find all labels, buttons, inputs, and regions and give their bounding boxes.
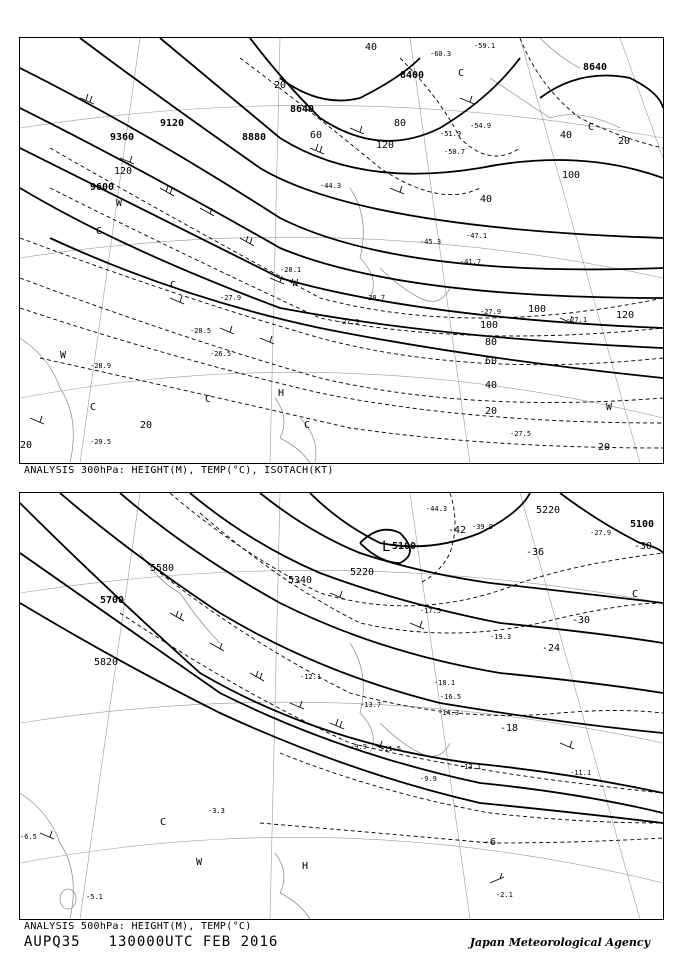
temp-label: -41.7 [460,258,482,266]
cold-marker: C [90,402,97,413]
chart-code: AUPQ35 [24,934,81,950]
isotach-label: 20 [20,440,33,451]
temp-label: -16.5 [440,693,462,701]
temp-label: -44.3 [320,182,342,190]
isotach-label: 20 [274,80,287,91]
height-label: 5220 [536,505,561,516]
temp-label: -6.5 [20,833,37,841]
isotherm-label: -30 [634,541,653,552]
cold-marker: C [205,394,212,405]
temp-label: -47.1 [466,232,488,240]
graticule-300 [20,38,663,463]
temp-label: -13.1 [460,763,482,771]
isotach-labels-300 [20,42,634,453]
chart-id-line [24,934,306,950]
cold-marker: C [458,68,465,79]
cold-marker: C [304,420,311,431]
isotach-label: 100 [528,304,547,315]
warm-marker: W [60,350,67,361]
isotach-label: 40 [560,130,573,141]
isotach-label: 120 [616,310,635,321]
temp-label: -19.3 [490,633,512,641]
temp-label: -17.5 [420,607,442,615]
isotach-label: 100 [480,320,499,331]
isotherm-label: -6 [484,837,497,848]
temp-label: -28.9 [90,362,112,370]
isotherm-label: -18 [500,723,519,734]
agency-name: Japan Meteorological Agency [469,936,650,949]
temp-label: -5.1 [86,893,103,901]
coastline-500 [20,553,450,919]
height-label: 5220 [350,567,375,578]
markers-300 [60,68,613,431]
high-marker: H [302,861,309,872]
isotach-label: 20 [140,420,153,431]
temp-label: -9.9 [350,743,367,751]
cold-marker: C [96,226,103,237]
isotach-label: 120 [376,140,395,151]
isotherm-label: -24 [542,643,561,654]
temp-label: -51.9 [440,130,462,138]
height-label: 8640 [583,62,608,73]
height-label: 5340 [288,575,313,586]
temp-label: -13.7 [360,701,382,709]
temp-labels-500 [20,505,611,901]
cold-marker: C [632,589,639,600]
temp-label: -27.9 [590,529,612,537]
isotach-label: 40 [365,42,378,53]
height-label: 8640 [290,104,315,115]
isotach-label: 120 [114,166,133,177]
isotach-label: 60 [310,130,323,141]
isotach-label: 20 [485,406,498,417]
temp-label: -27.3 [338,318,360,326]
isotach-label: 80 [394,118,407,129]
height-label: 9360 [110,132,135,143]
caption-300hpa: ANALYSIS 300hPa: HEIGHT(M), TEMP(°C), ISOTACH(KT) [24,465,334,476]
height-label: 8880 [242,132,267,143]
low-marker: L [382,539,391,555]
isotach-label: 40 [480,194,493,205]
warm-marker: W [606,402,613,413]
isotherm-label: -42 [448,525,467,536]
high-marker: H [278,388,285,399]
temp-label: -14.3 [438,709,460,717]
temp-label: -18.1 [434,679,456,687]
temp-label: -12.1 [300,673,322,681]
temp-label: -39.9 [472,523,494,531]
isotach-label: 100 [562,170,581,181]
temp-label: -54.9 [470,122,492,130]
temp-label: -9.9 [420,775,437,783]
height-label: 5700 [100,595,125,606]
temp-label: -26.5 [210,350,232,358]
height-label: 9120 [160,118,185,129]
isotach-label: 20 [598,442,611,453]
temp-label: -44.3 [426,505,448,513]
height-label: 9600 [90,182,115,193]
temp-label: -27.5 [510,430,532,438]
map-500hpa-svg [20,493,663,919]
isotach-label: 20 [618,136,631,147]
cold-marker: C [170,280,177,291]
temp-label: -60.3 [430,50,452,58]
isotach-label: 60 [485,356,498,367]
height-label: 5820 [94,657,119,668]
isotach-label: 80 [485,337,498,348]
isotach-label: 40 [485,380,498,391]
temp-label: -45.3 [420,238,442,246]
isotherm-label: -36 [526,547,545,558]
temp-label: -3.3 [208,807,225,815]
height-label: 5580 [150,563,175,574]
graticule-500 [20,493,663,919]
map-panel-500hpa [19,492,664,920]
temp-label: -27.1 [566,316,588,324]
isotachs-300 [20,38,663,448]
temp-label: -27.9 [220,294,242,302]
warm-marker: W [196,857,203,868]
map-300hpa-svg [20,38,663,463]
temp-label: -11.5 [380,745,402,753]
temp-label: -28.7 [364,294,386,302]
temp-label: -27.9 [480,308,502,316]
map-panel-300hpa [19,37,664,464]
height-label: 5100 [392,541,417,552]
temp-label: -28.1 [280,266,302,274]
temp-label: -59.1 [474,42,496,50]
height-labels-300 [90,62,607,193]
warm-marker: W [116,198,123,209]
wind-barbs-300 [30,94,574,424]
temp-label: -11.1 [570,769,592,777]
cold-marker: C [160,817,167,828]
height-label: 8400 [400,70,425,81]
height-label: 5100 [630,519,655,530]
temp-label: -29.5 [90,438,112,446]
temp-label: -28.5 [190,327,212,335]
warm-marker: W [292,278,299,289]
chart-valid-time: 130000UTC FEB 2016 [108,934,279,950]
cold-marker: C [588,122,595,133]
temp-label: -50.7 [444,148,466,156]
isotherm-label: -30 [572,615,591,626]
temp-label: -2.1 [496,891,513,899]
caption-500hpa: ANALYSIS 500hPa: HEIGHT(M), TEMP(°C) [24,921,252,932]
